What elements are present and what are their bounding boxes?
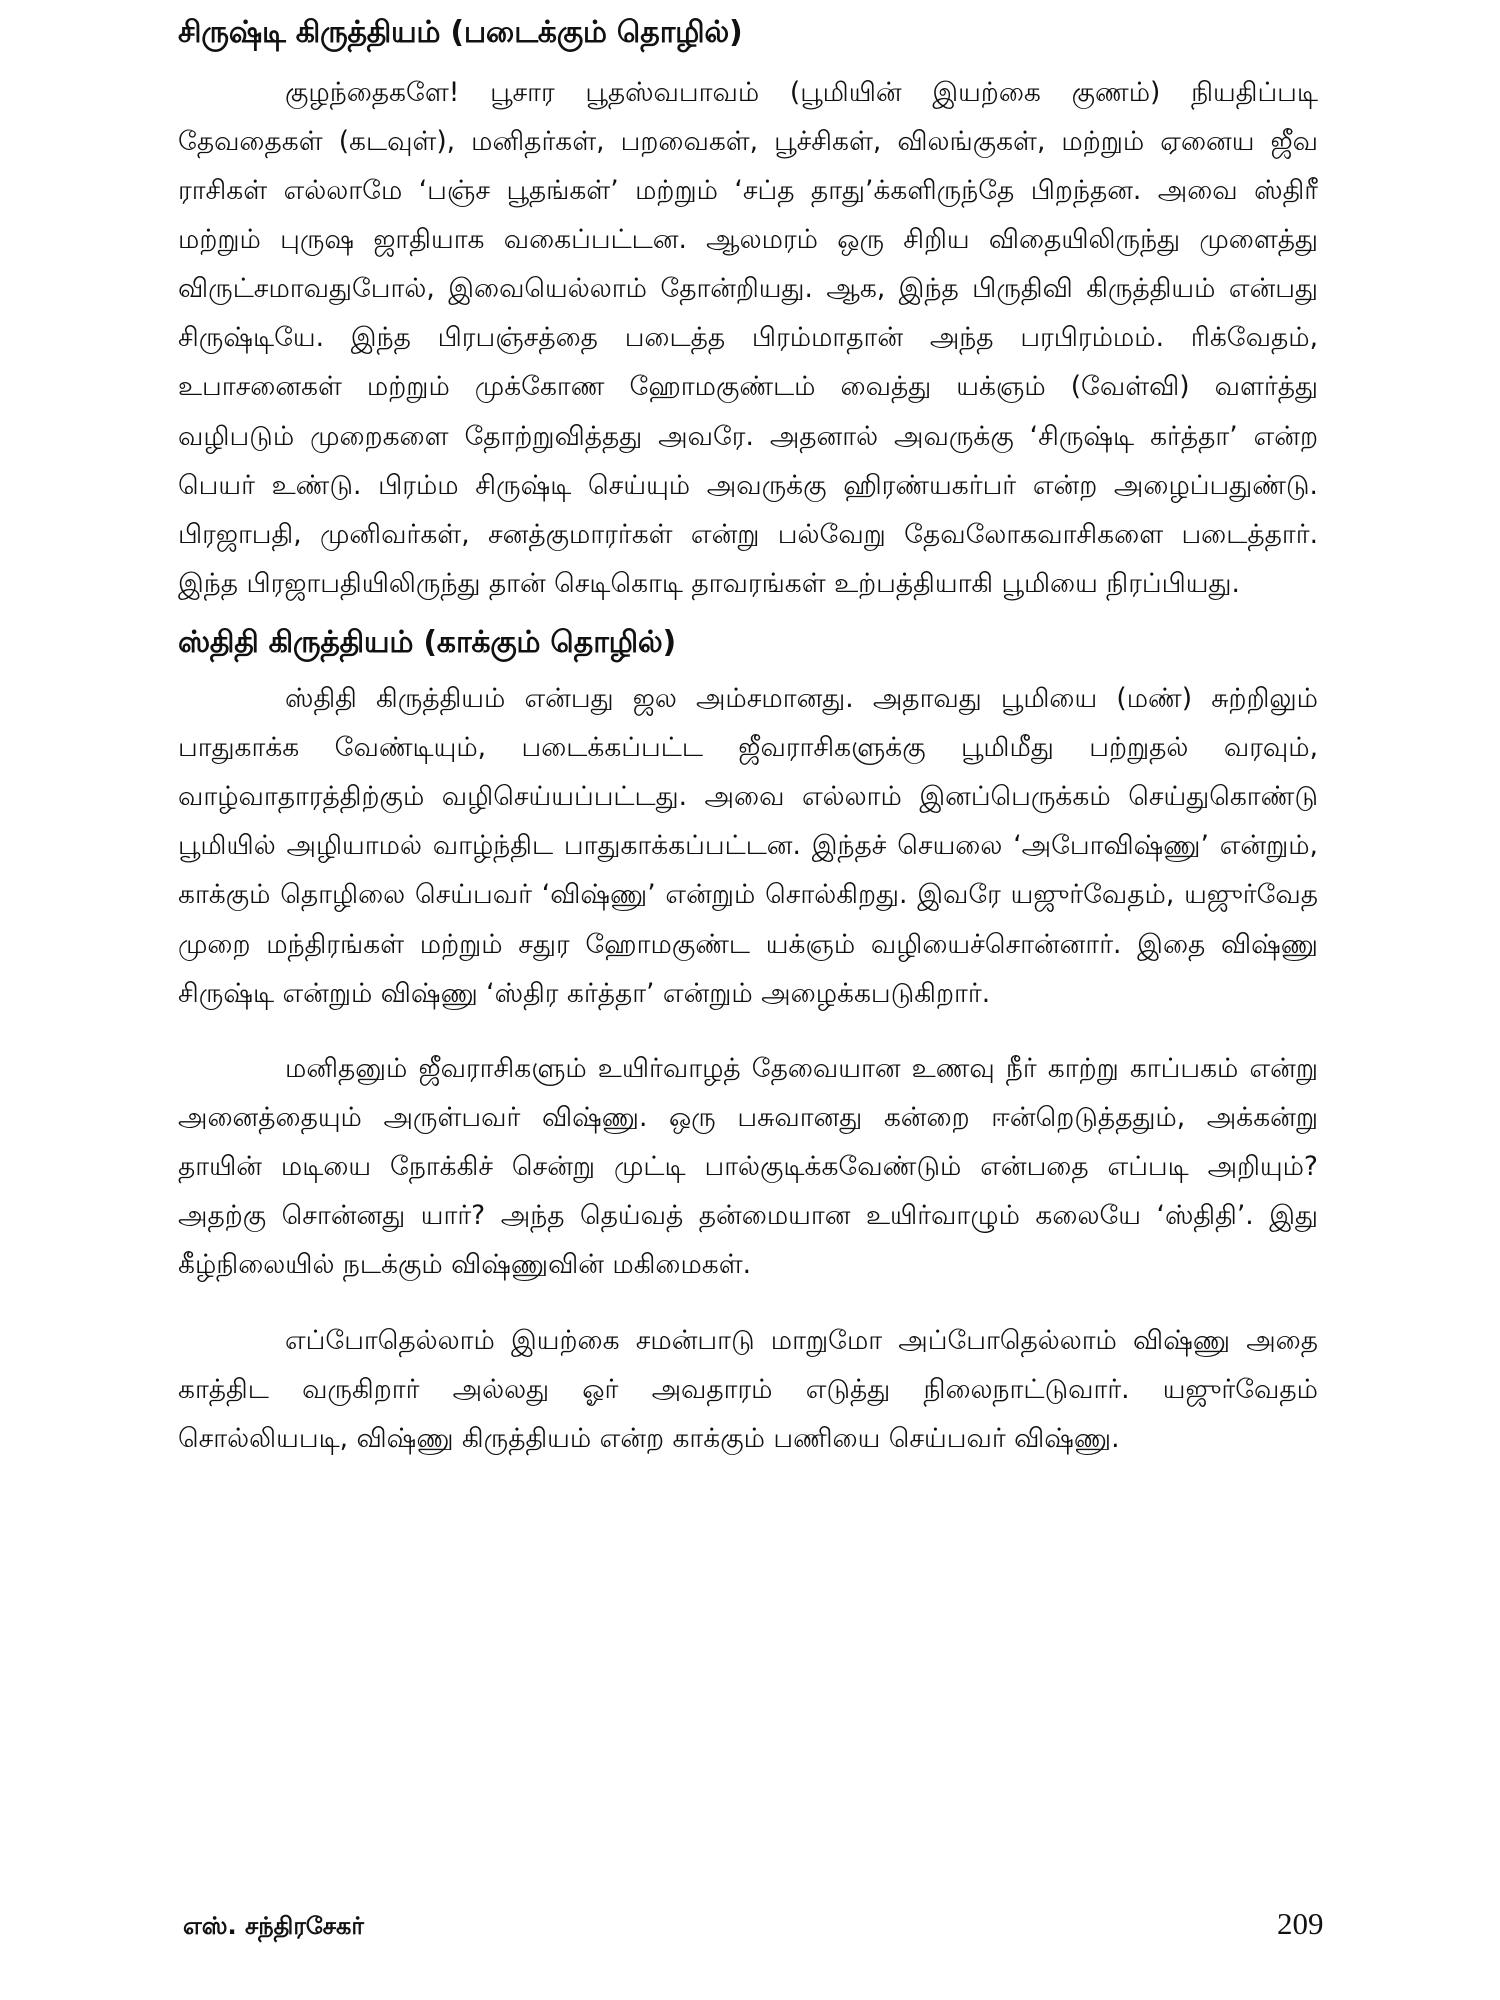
paragraph-preservation-1: ஸ்திதி கிருத்தியம் என்பது ஜல அம்சமானது. அதாவது பூமியை (மண்) சுற்றிலும் பாதுகாக்க வேண்டியும், படைக்கப்பட்ட ஜீவராசிகளுக்கு பூமிமீது பற்றுதல் வரவும், வாழ்வாதாரத்திற்கும் வழிசெய்யப்பட்டது. அவை எல்லாம் இனப்பெருக்கம் செய்துகொண்டு பூமியில் அழியாமல் வாழ்ந்திட பாதுகாக்கப்பட்டன. இந்தச் செயலை ‘அபோவிஷ்ணு’ என்றும், காக்கும் தொழிலை செய்பவர் ‘விஷ்ணு’ என்றும் சொல்கிறது. இவரே யஜுர்வேதம், யஜுர்வேத முறை மந்திரங்கள் மற்றும் சதுர ஹோமகுண்ட யக்ஞம் வழியைச்சொன்னார். இதை விஷ்ணு சிருஷ்டி என்றும் விஷ்ணு ‘ஸ்திர கர்த்தா’ என்றும் அழைக்கபடுகிறார். bbox=[178, 682, 1318, 1009]
page-number: 209 bbox=[1277, 1906, 1324, 1941]
page-content bbox=[178, 14, 1318, 1463]
footer-author: எஸ். சந்திரசேகர் bbox=[183, 1912, 364, 1940]
section-heading-creation: சிருஷ்டி கிருத்தியம் (படைக்கும் தொழில்) bbox=[178, 15, 743, 50]
section-heading-preservation: ஸ்திதி கிருத்தியம் (காக்கும் தொழில்) bbox=[178, 625, 676, 661]
paragraph-preservation-3: எப்போதெல்லாம் இயற்கை சமன்பாடு மாறுமோ அப்போதெல்லாம் விஷ்ணு அதை காத்திட வருகிறார் அல்லது ஓர் அவதாரம் எடுத்து நிலைநாட்டுவார். யஜுர்வேதம் சொல்லியபடி, விஷ்ணு கிருத்தியம் என்ற காக்கும் பணியை செய்பவர் விஷ்ணு. bbox=[178, 1324, 1318, 1454]
paragraph-creation: குழந்தைகளே! பூசார பூதஸ்வபாவம் (பூமியின் இயற்கை குணம்) நியதிப்படி தேவதைகள் (கடவுள்), மனிதர்கள், பறவைகள், பூச்சிகள், விலங்குகள், மற்றும் ஏனைய ஜீவ ராசிகள் எல்லாமே ‘பஞ்ச பூதங்கள்’ மற்றும் ‘சப்த தாது’க்களிருந்தே பிறந்தன. அவை ஸ்திரீ மற்றும் புருஷ ஜாதியாக வகைப்பட்டன. ஆலமரம் ஒரு சிறிய விதையிலிருந்து முளைத்து விருட்சமாவதுபோல், இவையெல்லாம் தோன்றியது. ஆக, இந்த பிருதிவி கிருத்தியம் என்பது சிருஷ்டியே. இந்த பிரபஞ்சத்தை படைத்த பிரம்மாதான் அந்த பரபிரம்மம். ரிக்வேதம், உபாசனைகள் மற்றும் முக்கோண ஹோமகுண்டம் வைத்து யக்ஞம் (வேள்வி) வளர்த்து வழிபடும் முறைகளை தோற்றுவித்தது அவரே. அதனால் அவருக்கு ‘சிருஷ்டி கர்த்தா’ என்ற பெயர் உண்டு. பிரம்ம சிருஷ்டி செய்யும் அவருக்கு ஹிரண்யகர்பர் என்ற அழைப்பதுண்டு. பிரஜாபதி, முனிவர்கள், சனத்குமாரர்கள் என்று பல்வேறு தேவலோகவாசிகளை படைத்தார். இந்த பிரஜாபதியிலிருந்து தான் செடிகொடி தாவரங்கள் உற்பத்தியாகி பூமியை நிரப்பியது. bbox=[178, 76, 1318, 600]
paragraph-preservation-2: மனிதனும் ஜீவராசிகளும் உயிர்வாழத் தேவையான உணவு நீர் காற்று காப்பகம் என்று அனைத்தையும் அருள்பவர் விஷ்ணு. ஒரு பசுவானது கன்றை ஈன்றெடுத்ததும், அக்கன்று தாயின் மடியை நோக்கிச் சென்று முட்டி பால்குடிக்கவேண்டும் என்பதை எப்படி அறியும்? அதற்கு சொன்னது யார்? அந்த தெய்வத் தன்மையான உயிர்வாழும் கலையே ‘ஸ்திதி’. இது கீழ்நிலையில் நடக்கும் விஷ்ணுவின் மகிமைகள். bbox=[178, 1052, 1318, 1281]
